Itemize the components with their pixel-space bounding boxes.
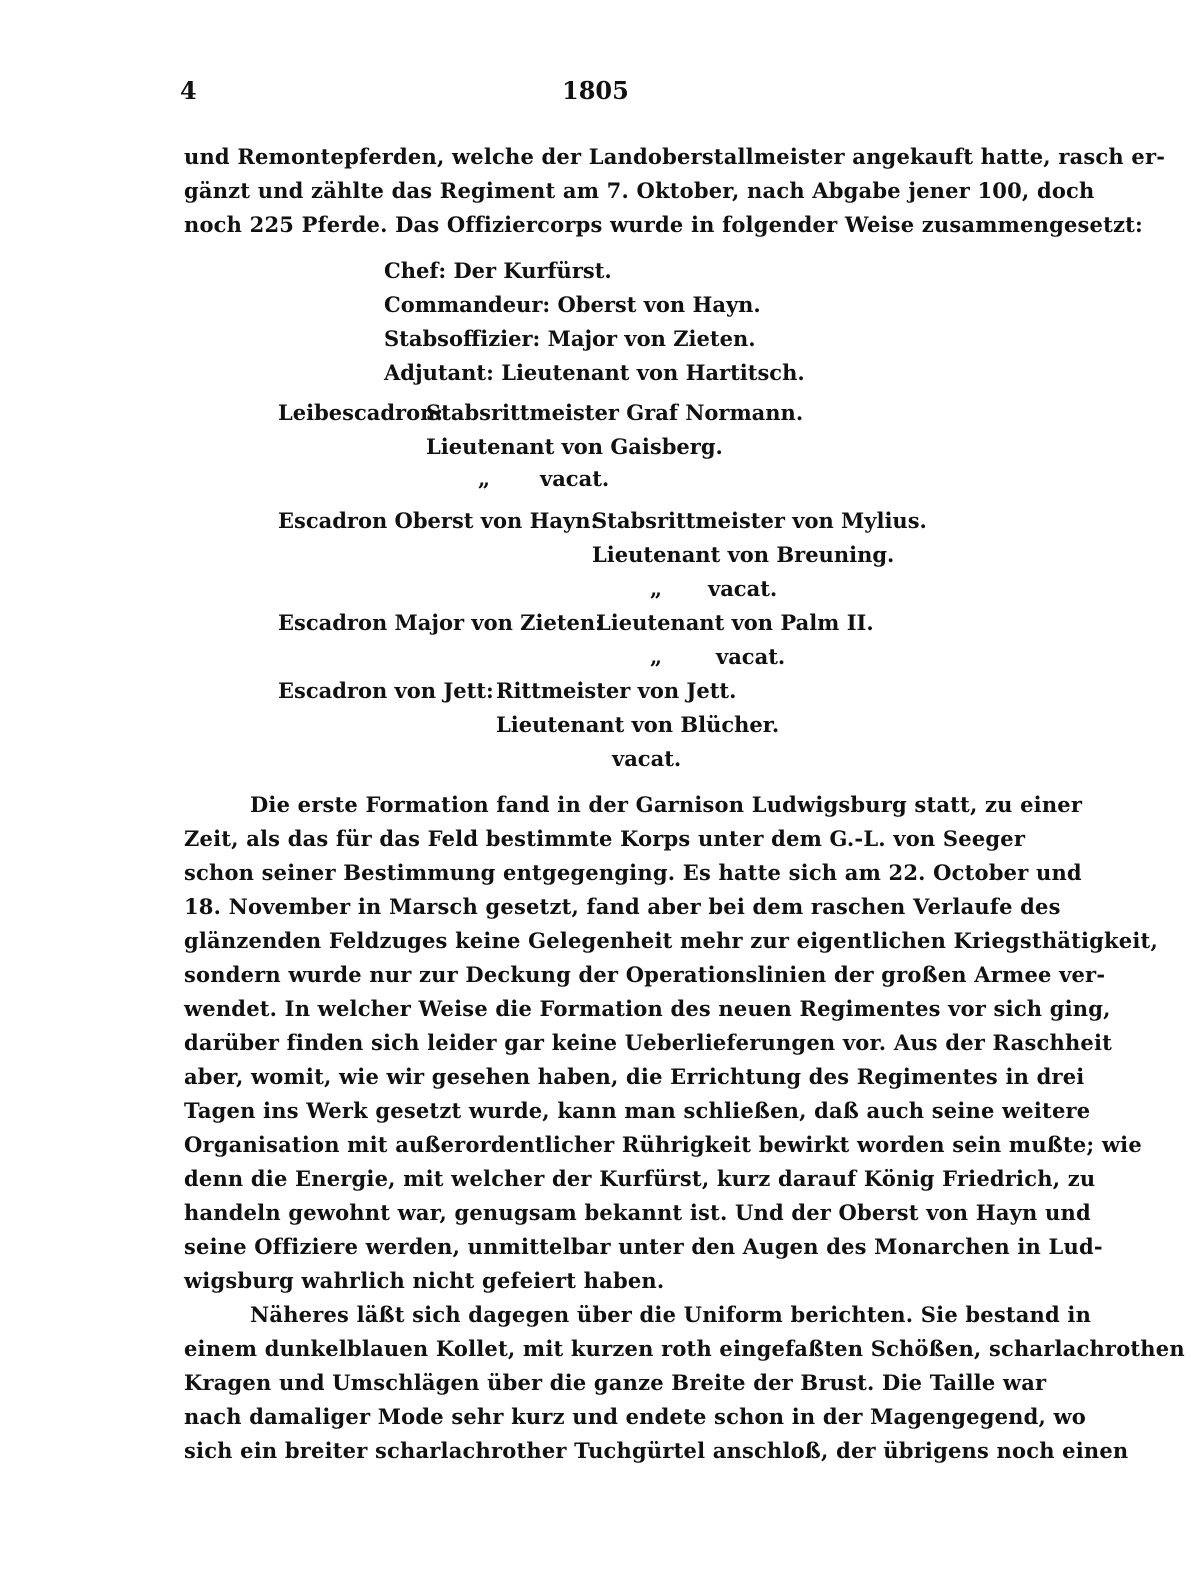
text-line: aber, womit, wie wir gesehen haben, die Errichtung des Regimentes in drei (184, 1064, 1085, 1089)
squadron-officer: Lieutenant von Gaisberg. (426, 434, 723, 459)
text-line: Zeit, als das für das Feld bestimmte Korps unter dem G.-L. von Seeger (184, 826, 1026, 851)
text-line: 18. November in Marsch gesetzt, fand aber bei dem raschen Verlaufe des (184, 894, 1061, 919)
staff-entry (384, 292, 761, 317)
staff-name: Oberst von Hayn. (557, 292, 761, 317)
text-line: einem dunkelblauen Kollet, mit kurzen roth eingefaßten Schößen, scharlachrothen (184, 1336, 1185, 1361)
staff-entry (384, 360, 805, 385)
staff-role: Stabsoffizier: (384, 326, 541, 351)
squadron-officer: Lieutenant von Palm II. (596, 610, 874, 635)
text-line: schon seiner Bestimmung entgegenging. Es hatte sich am 22. October und (184, 860, 1082, 885)
staff-role: Adjutant: (384, 360, 494, 385)
text-line: wigsburg wahrlich nicht gefeiert haben. (184, 1268, 665, 1293)
text-line: seine Offiziere werden, unmittelbar unter den Augen des Monarchen in Lud- (184, 1234, 1103, 1259)
squadron-officer: Stabsrittmeister von Mylius. (592, 508, 927, 533)
text-line: glänzenden Feldzuges keine Gelegenheit mehr zur eigentlichen Kriegsthätigkeit, (184, 928, 1158, 953)
ditto-mark: „ (650, 576, 663, 601)
squadron-label: Escadron Major von Zieten: (278, 610, 603, 635)
staff-role: Chef: (384, 258, 447, 283)
ditto-mark: „ (478, 466, 491, 491)
staff-name: Der Kurfürst. (453, 258, 612, 283)
text-line: Organisation mit außerordentlicher Rührigkeit bewirkt worden sein mußte; wie (184, 1132, 1142, 1157)
squadron-label: Escadron Oberst von Hayn: (278, 508, 599, 533)
vacat-entry: vacat. (612, 746, 682, 771)
squadron-officer: Lieutenant von Blücher. (496, 712, 780, 737)
page-number: 4 (180, 76, 197, 105)
staff-entry (384, 326, 756, 351)
text-line: sich ein breiter scharlachrother Tuchgürtel anschloß, der übrigens noch einen (184, 1438, 1129, 1463)
vacat-entry: vacat. (716, 644, 786, 669)
text-line: Näheres läßt sich dagegen über die Uniform berichten. Sie bestand in (250, 1302, 1092, 1327)
text-line: sondern wurde nur zur Deckung der Operationslinien der großen Armee ver- (184, 962, 1106, 987)
squadron-officer: Stabsrittmeister Graf Normann. (426, 400, 804, 425)
text-line: gänzt und zählte das Regiment am 7. Oktober, nach Abgabe jener 100, doch (184, 178, 1095, 203)
squadron-label: Escadron von Jett: (278, 678, 494, 703)
text-line: Kragen und Umschlägen über die ganze Breite der Brust. Die Taille war (184, 1370, 1047, 1395)
staff-role: Commandeur: (384, 292, 551, 317)
text-line: wendet. In welcher Weise die Formation des neuen Regimentes vor sich ging, (184, 996, 1111, 1021)
text-line: handeln gewohnt war, genugsam bekannt ist. Und der Oberst von Hayn und (184, 1200, 1091, 1225)
text-line: nach damaliger Mode sehr kurz und endete schon in der Magengegend, wo (184, 1404, 1087, 1429)
staff-name: Lieutenant von Hartitsch. (501, 360, 805, 385)
text-line: denn die Energie, mit welcher der Kurfürst, kurz darauf König Friedrich, zu (184, 1166, 1096, 1191)
staff-name: Major von Zieten. (547, 326, 756, 351)
text-line: noch 225 Pferde. Das Offiziercorps wurde in folgender Weise zusammengesetzt: (184, 212, 1143, 237)
squadron-officer: Lieutenant von Breuning. (592, 542, 895, 567)
squadron-officer: Rittmeister von Jett. (496, 678, 737, 703)
vacat-entry: vacat. (540, 466, 610, 491)
running-head-year: 1805 (562, 76, 629, 105)
staff-entry (384, 258, 612, 283)
text-line: Tagen ins Werk gesetzt wurde, kann man schließen, daß auch seine weitere (184, 1098, 1091, 1123)
text-line: und Remontepferden, welche der Landoberstallmeister angekauft hatte, rasch er- (184, 144, 1166, 169)
squadron-label: Leibescadron: (278, 400, 444, 425)
text-line: darüber finden sich leider gar keine Ueberlieferungen vor. Aus der Raschheit (184, 1030, 1113, 1055)
vacat-entry: vacat. (708, 576, 778, 601)
text-line: Die erste Formation fand in der Garnison Ludwigsburg statt, zu einer (250, 792, 1083, 817)
ditto-mark: „ (650, 644, 663, 669)
